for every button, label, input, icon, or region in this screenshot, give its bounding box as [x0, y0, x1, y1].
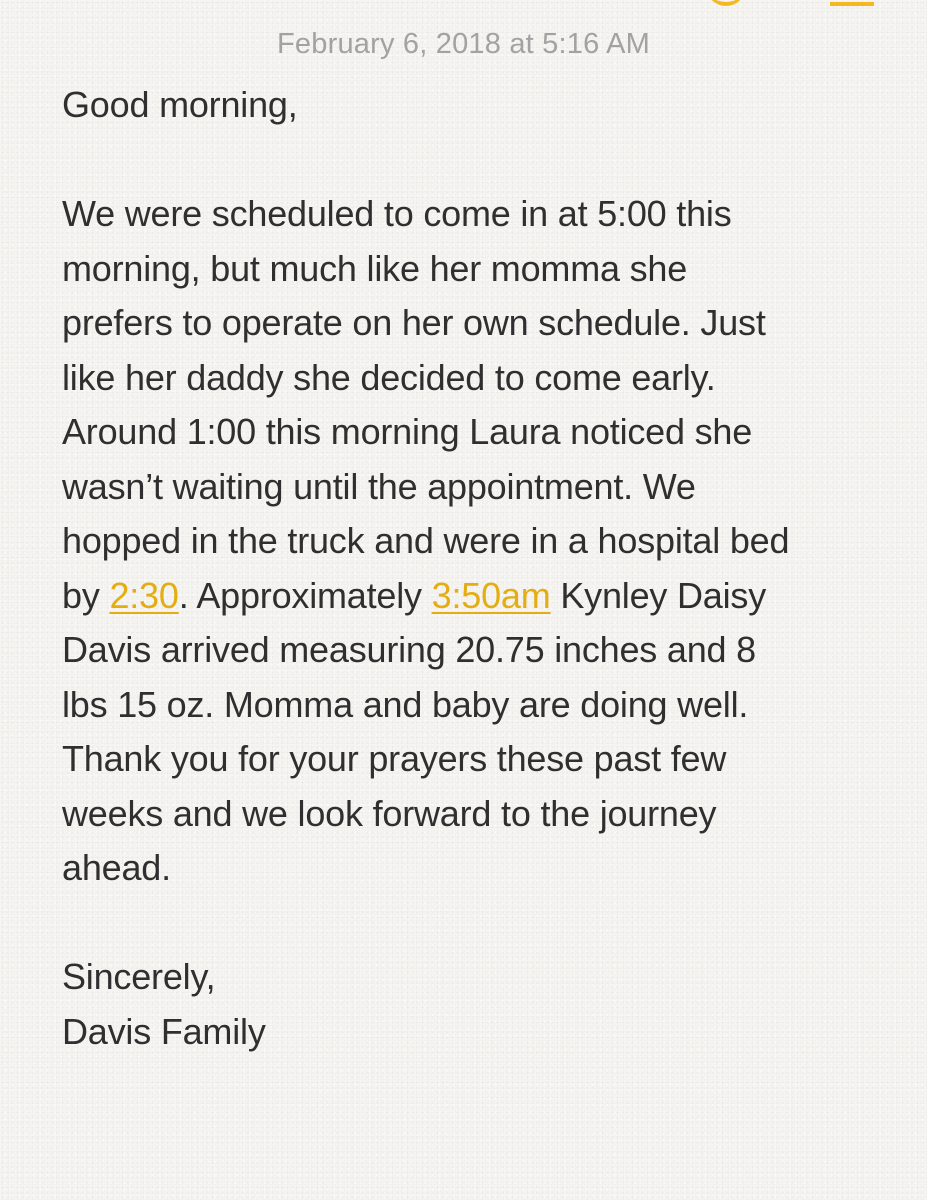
blank-line — [62, 896, 902, 951]
paragraph-line-with-links — [62, 569, 902, 624]
closing: Sincerely, — [62, 956, 216, 997]
time-link-2-30[interactable]: 2:30 — [109, 574, 179, 616]
text-segment: Kynley Daisy — [550, 574, 767, 616]
text-segment: by — [62, 574, 110, 616]
blank-line — [62, 133, 902, 188]
compose-icon[interactable] — [830, 0, 874, 6]
text-segment: . Approximately — [178, 574, 432, 616]
greeting: Good morning, — [62, 84, 298, 125]
signature: Davis Family — [62, 1010, 266, 1052]
note-timestamp: February 6, 2018 at 5:16 AM — [277, 28, 650, 60]
paragraph-line: Thank you for your prayers these past few — [62, 738, 727, 779]
paragraph-line: Davis arrived measuring 20.75 inches and 8 — [62, 629, 756, 670]
paragraph-line: prefers to operate on her own schedule. Just — [62, 302, 766, 343]
paragraph-line: hopped in the truck and were in a hospital bed — [62, 520, 790, 561]
paragraph-line: weeks and we look forward to the journey — [62, 792, 717, 834]
paragraph-line: ahead. — [62, 847, 171, 888]
time-link-3-50am[interactable]: 3:50am — [431, 574, 551, 616]
note-body[interactable] — [62, 78, 902, 1059]
paragraph-line: lbs 15 oz. Momma and baby are doing well. — [62, 683, 749, 725]
paragraph-line: We were scheduled to come in at 5:00 this — [62, 193, 732, 234]
undo-icon[interactable] — [706, 0, 746, 6]
paragraph-line: like her daddy she decided to come early. — [62, 356, 716, 398]
toolbar — [700, 0, 900, 6]
paragraph-line: wasn’t waiting until the appointment. We — [62, 465, 696, 507]
paragraph-line: morning, but much like her momma she — [62, 247, 688, 289]
paragraph-line: Around 1:00 this morning Laura noticed she — [62, 411, 753, 452]
